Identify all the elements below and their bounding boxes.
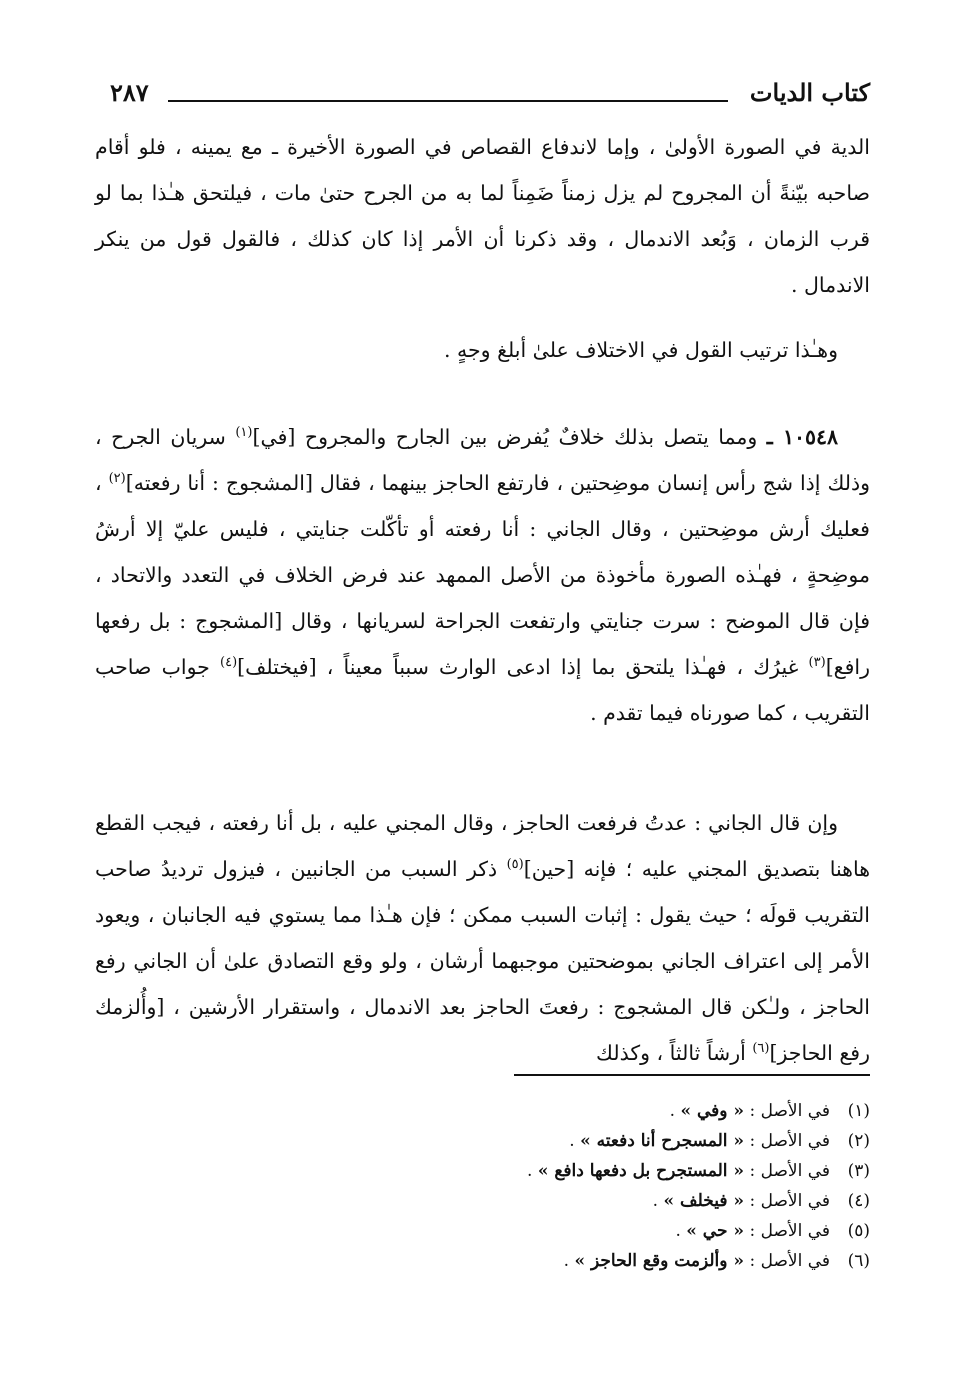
footnote-ref-1: (١) — [235, 425, 253, 441]
footnote-label: في الأصل : — [749, 1251, 830, 1271]
footnote-label: في الأصل : — [749, 1131, 830, 1151]
footnote-quote: « وفي » — [680, 1101, 745, 1121]
footnote-ref-5: (٥) — [506, 857, 524, 873]
paragraph-text: أرشاً ثالثاً ، وكذلك — [596, 1041, 753, 1065]
page-header — [110, 78, 870, 118]
footnote-end: . — [569, 1131, 581, 1151]
footnote-4 — [270, 1186, 870, 1216]
footnote-ref-6: (٦) — [752, 1041, 770, 1057]
footnote-2 — [270, 1126, 870, 1156]
footnote-end: . — [652, 1191, 664, 1211]
footnote-3 — [270, 1156, 870, 1186]
footnote-quote: « فيخلف » — [663, 1191, 745, 1211]
paragraph-text: غيرُك ، فهـٰذا يلتحق بما إذا ادعى الوارث سبباً معيناً ، [فيختلف] — [237, 655, 809, 679]
footnote-number: (٥) — [847, 1221, 870, 1241]
footnote-5 — [270, 1216, 870, 1246]
footnote-end: . — [527, 1161, 538, 1181]
footnote-label: في الأصل : — [749, 1191, 830, 1211]
paragraph-4 — [95, 800, 870, 1076]
footnote-quote: « المستجرح بل دفعها دافع » — [537, 1161, 745, 1181]
footnotes-list — [270, 1096, 870, 1276]
footnote-number: (٦) — [847, 1251, 870, 1271]
footnote-number: (٣) — [847, 1161, 870, 1181]
paragraph-text: ومما يتصل بذلك خلافٌ يُفرض بين الجارح والمجروح [في] — [252, 425, 767, 449]
footnote-quote: « المسجرح أنا دفعته » — [580, 1131, 745, 1151]
footnote-number: (١) — [847, 1101, 870, 1121]
footnote-number: (٢) — [847, 1131, 870, 1151]
footnote-quote: « وألزمت وقع الحاجز » — [574, 1251, 745, 1271]
paragraph-text: سريان الجرح ، وذلك إذا شج رأس إنسان موضِحتين ، فارتفع الحاجز بينهما ، فقال [المشجوج : أنا رفعته] — [95, 425, 870, 495]
footnote-label: في الأصل : — [749, 1101, 830, 1121]
footnote-ref-3: (٣) — [808, 655, 826, 671]
footnote-label: في الأصل : — [749, 1161, 830, 1181]
paragraph-1: الدية في الصورة الأولىٰ ، وإما لاندفاع القصاص في الصورة الأخيرة ـ مع يمينه ، فلو أقام صاحبه بيّنةً أن المجروح لم يزل زمناً ضَمِناً لما به من الجرح حتىٰ مات ، فيلتحق هـٰذا بما لو قرب الزمان ، وَبُعد الاندمال ، وقد ذكرنا أن الأمر إذا كان كذلك ، فالقول قول من ينكر الاندمال . — [95, 135, 870, 297]
running-title: كتاب الديات — [749, 78, 870, 107]
footnote-quote: « حي » — [686, 1221, 745, 1241]
footnote-number: (٤) — [847, 1191, 870, 1211]
header-rule — [168, 100, 728, 102]
paragraph-text: جواب صاحب التقريب ، كما صورناه فيما تقدم . — [95, 655, 870, 725]
paragraph-text: ذكر السبب من الجانبين ، فيزول ترديدُ صاحب التقريب قولَه ؛ حيث يقول : إثبات السبب ممكن ؛ فإن هـٰذا مما يستوي فيه الجانبان ، ويعود الأمر إلى اعتراف الجاني بموضحتين موجبهما أرشان ، ولو وقع التصادق علىٰ أن الجاني رفع الحاجز ، ولـٰكن قال المشجوج : رفعتَ الحاجز بعد الاندمال ، واستقرار الأرشين ، [وأُلزمك رفع الحاجز] — [95, 857, 870, 1065]
paragraph-number: ١٠٥٤٨ ـ — [766, 425, 838, 449]
footnote-end: . — [675, 1221, 687, 1241]
footnote-separator — [514, 1074, 870, 1076]
paragraph-text: ، فعليك أرش موضِحتين ، وقال الجاني : أنا رفعته أو تأكّلت جنايتي ، فليس عليّ إلا أرشُ موضِحةٍ ، فهـٰذه الصورة مأخوذة من الأصل الممهد عند فرض الخلاف في التعدد والاتحاد ، فإن قال الموضح : سرت جنايتي وارتفعت الجراحة لسريانها ، وقال [المشجوج : بل رفعها رافع] — [95, 471, 870, 679]
footnote-6 — [270, 1246, 870, 1276]
paragraph-text: وإن قال الجاني : عدتُ فرفعت الحاجز ، وقال المجني عليه ، بل أنا رفعته ، فيجب القطع هاهنا بتصديق المجني عليه ؛ فإنه [حين] — [95, 811, 871, 881]
footnote-label: في الأصل : — [749, 1221, 830, 1241]
footnote-1 — [270, 1096, 870, 1126]
paragraph-2: وهـٰذا ترتيب القول في الاختلاف علىٰ أبلغ وجهٍ . — [443, 338, 838, 362]
paragraph-10548 — [95, 414, 870, 736]
footnote-end: . — [669, 1101, 681, 1121]
footnote-ref-4: (٤) — [220, 655, 238, 671]
footnote-end: . — [563, 1251, 575, 1271]
page-number: ٢٨٧ — [110, 78, 149, 107]
footnote-ref-2: (٢) — [108, 471, 126, 487]
